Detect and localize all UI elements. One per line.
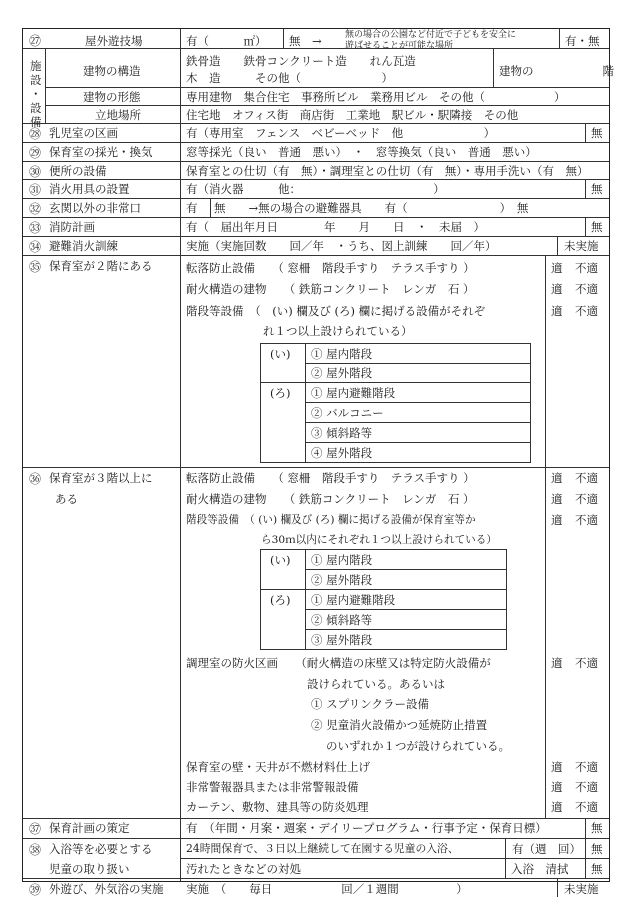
floor3-ok-1[interactable]: 適 — [551, 471, 563, 485]
row-29-number: ㉙ — [29, 146, 42, 160]
row-37-number: ㊲ — [29, 822, 42, 836]
kitchen-ok[interactable]: 適 — [551, 656, 563, 670]
outdoor-activity-not-done[interactable]: 未実施 — [564, 882, 599, 896]
kitchen-fire-compartment-2: 設けられている。あるいは — [307, 677, 445, 691]
row-28-number: ㉘ — [29, 127, 42, 141]
curtain-ng[interactable]: 不適 — [575, 800, 598, 814]
outdoor-activity-options[interactable]: 実施 （ 毎日 回／１週間 ） — [186, 882, 468, 896]
location-options[interactable]: 住宅地 オフィス街 商店街 工業地 駅ビル・駅隣接 その他 — [186, 108, 519, 122]
facility-group-label: 施 設 ・ 設 備 — [30, 59, 42, 129]
extinguisher-label: 消火用具の設置 — [49, 182, 130, 196]
floor2-i-item[interactable]: ① 屋内階段 — [311, 347, 373, 361]
infant-room-label: 乳児室の区画 — [49, 126, 118, 140]
infant-room-options[interactable]: 有（専用室 フェンス ベビーベッド 他 ） — [186, 126, 496, 140]
extinguisher-none[interactable]: 無 — [591, 182, 603, 196]
alarm-item[interactable]: 非常警報器具または非常警報設備 — [186, 780, 359, 794]
bath-text-2: 汚れたときなどの対処 — [186, 862, 301, 876]
floor2-fall-prevention[interactable]: 転落防止設備 （ 窓柵 階段手すり テラス手すり ） — [186, 261, 475, 275]
sprinkler-option[interactable]: ① スプリンクラー設備 — [311, 697, 429, 711]
kitchen-ng[interactable]: 不適 — [575, 656, 598, 670]
toilet-options[interactable]: 保育室との仕切（有 無）・調理室との仕切（有 無）・専用手洗い（有 無） — [186, 164, 589, 178]
row-33-number: ㉝ — [29, 221, 42, 235]
floor2-ro-item[interactable]: ① 屋内避難階段 — [311, 386, 396, 400]
floor2-ro-item[interactable]: ④ 屋外階段 — [311, 446, 373, 460]
floor3-ok-2[interactable]: 適 — [551, 492, 563, 506]
floor2-ng-1[interactable]: 不適 — [575, 261, 598, 275]
floor3-i-item[interactable]: ① 屋内階段 — [311, 553, 373, 567]
extinguisher-options[interactable]: 有（消火器 他： ） — [186, 182, 445, 196]
row-31-number: ㉛ — [29, 183, 42, 197]
plan-options[interactable]: 有 （年間・月案・週案・デイリープログラム・行事予定・保育日標） — [186, 821, 547, 835]
infant-room-none[interactable]: 無 — [591, 126, 603, 140]
wall-ng[interactable]: 不適 — [575, 760, 598, 774]
floor2-ng-3[interactable]: 不適 — [575, 304, 598, 318]
kitchen-fire-compartment-1[interactable]: 調理室の防火区画 （耐火構造の床壁又は特定防火設備が — [186, 656, 491, 670]
toilet-label: 便所の設備 — [49, 164, 107, 178]
drill-label: 避難消火訓練 — [49, 239, 118, 253]
floor3-fireproof[interactable]: 耐火構造の建物 （ 鉄筋コンクリート レンガ 石 ） — [186, 492, 475, 506]
curtain-item[interactable]: カーテン、敷物、建具等の防炎処理 — [186, 800, 369, 814]
floor3-ng-1[interactable]: 不適 — [575, 471, 598, 485]
emergency-exit-no[interactable]: 無 →無の場合の避難器具 有（ ） 無 — [214, 201, 529, 215]
location-label: 立地場所 — [95, 108, 141, 122]
floor3-stairs-2: ら30ｍ以内にそれぞれ１つ以上設けられている） — [261, 534, 497, 546]
fire-plan-none[interactable]: 無 — [591, 220, 603, 234]
floor2-ok-3[interactable]: 適 — [551, 304, 563, 318]
floor2-ok-2[interactable]: 適 — [551, 282, 563, 296]
fire-plan-label: 消防計画 — [49, 220, 95, 234]
floor3-fall-prevention[interactable]: 転落防止設備 （ 窓柵 階段手すり テラス手すり ） — [186, 471, 475, 485]
wall-ok[interactable]: 適 — [551, 760, 563, 774]
fire-plan-options[interactable]: 有（ 届出年月日 年 月 日 ・ 未届 ） — [186, 220, 485, 234]
floor3-ro-item[interactable]: ③ 屋外階段 — [311, 633, 373, 647]
emergency-exit-label: 玄関以外の非常口 — [49, 201, 141, 215]
floor2-fireproof[interactable]: 耐火構造の建物 （ 鉄筋コンクリート レンガ 石 ） — [186, 282, 475, 296]
drill-options[interactable]: 実施（実施回数 回／年 ・うち、図上訓練 回／年） — [186, 239, 497, 253]
alarm-ok[interactable]: 適 — [551, 780, 563, 794]
floor2-stairs-2: れ１つ以上設けられている） — [263, 324, 413, 338]
building-form-options[interactable]: 専用建物 集合住宅 事務所ビル 業務用ビル その他（ ） — [186, 90, 566, 104]
outdoor-activity-label: 外遊び、外気浴の実施 — [49, 882, 164, 896]
curtain-ok[interactable]: 適 — [551, 800, 563, 814]
bath-label-1: 入浴等を必要とする — [49, 842, 153, 856]
row-32-number: ㉜ — [29, 202, 42, 216]
floor3-ro-item[interactable]: ① 屋内避難階段 — [311, 593, 396, 607]
wall-ceiling-item[interactable]: 保育室の壁・天井が不燃材料仕上げ — [186, 760, 370, 774]
floor3-col-i: (い) — [270, 553, 291, 567]
light-ventilation-label: 保育室の採光・換気 — [49, 145, 153, 159]
outdoor-play-yes[interactable]: 有（ ㎡） — [186, 34, 267, 48]
outdoor-play-note-2: 遊ばせることが可能な場所 — [345, 41, 454, 51]
floor3-ng-3[interactable]: 不適 — [575, 513, 598, 527]
row-36-number: ㊱ — [29, 472, 42, 486]
kitchen-fire-compartment-3: のいずれか１つが設けられている。 — [326, 739, 510, 753]
floor2-stairs-1[interactable]: 階段等設備 （ (い) 欄及び (ろ) 欄に掲げる設備がそれぞ — [186, 304, 486, 318]
floor3-ok-3[interactable]: 適 — [551, 513, 563, 527]
floor2-i-item[interactable]: ② 屋外階段 — [311, 366, 373, 380]
floor3-label-1: 保育室が３階以上に — [49, 471, 153, 485]
alarm-ng[interactable]: 不適 — [575, 780, 598, 794]
bath-none-1[interactable]: 無 — [591, 842, 603, 856]
plan-label: 保育計画の策定 — [49, 821, 130, 835]
floor2-col-ro: (ろ) — [270, 386, 291, 400]
floor3-ro-item[interactable]: ② 傾斜路等 — [311, 613, 373, 627]
floor2-ro-item[interactable]: ③ 傾斜路等 — [311, 426, 373, 440]
floor2-ng-2[interactable]: 不適 — [575, 282, 598, 296]
row-38-number: ㊳ — [29, 843, 42, 857]
inspection-form — [22, 28, 614, 897]
emergency-exit-yes[interactable]: 有 — [186, 201, 198, 215]
building-structure-options-1[interactable]: 鉄骨造 鉄骨コンクリート造 れん瓦造 — [186, 54, 416, 68]
bath-label-2: 児童の取り扱い — [49, 862, 130, 876]
outdoor-play-note-1: 無の場合の公園など付近で子どもを安全に — [345, 30, 517, 40]
bath-wipe[interactable]: 入浴 清拭 — [511, 862, 569, 876]
row-30-number: ㉚ — [29, 165, 42, 179]
floor2-col-i: (い) — [270, 347, 291, 361]
floor2-ok-1[interactable]: 適 — [551, 261, 563, 275]
drill-not-done[interactable]: 未実施 — [564, 239, 599, 253]
building-floors[interactable]: 建物の 階 — [499, 64, 614, 78]
bath-none-2[interactable]: 無 — [591, 862, 603, 876]
plan-none[interactable]: 無 — [591, 821, 603, 835]
floor2-ro-item[interactable]: ② バルコニー — [311, 406, 384, 420]
row-35-number: ㉟ — [29, 260, 42, 274]
floor3-ng-2[interactable]: 不適 — [575, 492, 598, 506]
floor3-stairs-1[interactable]: 階段等設備 （ (い) 欄及び (ろ) 欄に掲げる設備が保育室等か — [186, 514, 476, 526]
row-39-number: ㊴ — [29, 883, 42, 897]
floor2-label: 保育室が２階にある — [49, 259, 153, 273]
building-structure-label: 建物の構造 — [83, 64, 141, 78]
outdoor-play-no[interactable]: 無 → — [289, 34, 322, 48]
floor3-i-item[interactable]: ② 屋外階段 — [311, 573, 373, 587]
floor3-col-ro: (ろ) — [270, 593, 291, 607]
floor2-stairs-table — [260, 343, 531, 463]
row-34-number: ㉞ — [29, 240, 42, 254]
building-structure-options-2[interactable]: 木 造 その他（ ） — [186, 71, 393, 85]
bath-yes[interactable]: 有（週 回） — [512, 842, 581, 856]
outdoor-play-yes-no[interactable]: 有・無 — [565, 34, 600, 48]
light-ventilation-options[interactable]: 窓等採光（良い 普通 悪い） ・ 窓等換気（良い 普通 悪い） — [186, 145, 537, 159]
child-extinguisher-option[interactable]: ② 児童消火設備かつ延焼防止措置 — [311, 718, 488, 732]
outdoor-play-label: 屋外遊技場 — [85, 34, 143, 48]
bath-text-1: 24時間保育で、３日以上継続して在園する児童の入浴、 — [186, 842, 459, 855]
building-form-label: 建物の形態 — [83, 90, 141, 104]
floor3-label-2: ある — [55, 492, 78, 506]
row-27-number: ㉗ — [29, 34, 42, 48]
